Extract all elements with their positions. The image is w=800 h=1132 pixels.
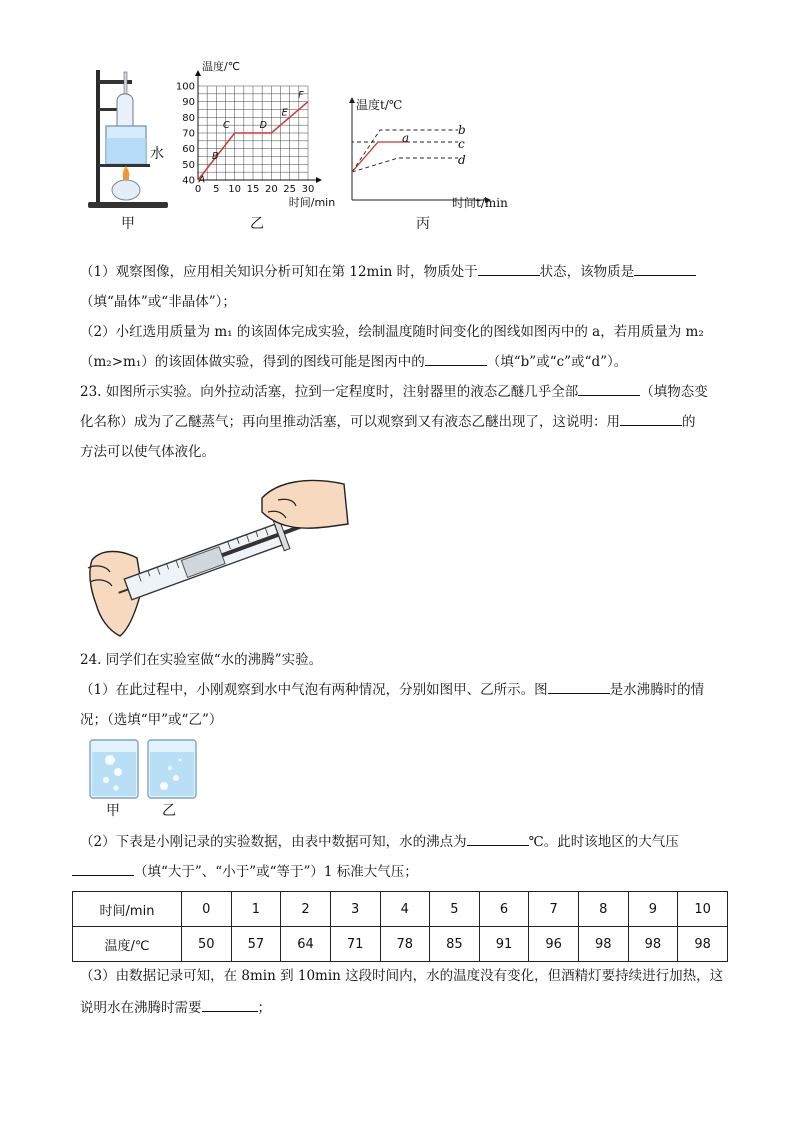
q24-p1-line1: （1）在此过程中，小刚观察到水中气泡有两种情况，分别如图甲、乙所示。图 是水沸腾时的情 bbox=[80, 682, 705, 698]
curve-label-b: b bbox=[458, 123, 466, 137]
blank-substance[interactable] bbox=[634, 275, 696, 276]
point-label: B bbox=[212, 151, 219, 163]
table-cell-head: 温度/℃ bbox=[73, 927, 182, 962]
point-label: A bbox=[198, 174, 206, 186]
y-tick-label: 80 bbox=[182, 112, 195, 124]
caption-jia: 甲 bbox=[121, 216, 135, 232]
q22-p1-line2: （填“晶体”或“非晶体”）； bbox=[80, 294, 236, 310]
caption-yi: 乙 bbox=[250, 216, 264, 232]
table-cell: 3 bbox=[330, 892, 380, 927]
q23-line3: 方法可以使气体液化。 bbox=[80, 444, 215, 460]
beaker-jia-illustration bbox=[86, 738, 142, 800]
curve-label-d: d bbox=[458, 153, 466, 167]
blank-boiling-figure[interactable] bbox=[548, 693, 610, 694]
table-cell: 98 bbox=[678, 927, 728, 962]
y-tick-label: 70 bbox=[182, 128, 195, 140]
blank-boiling-point[interactable] bbox=[467, 845, 529, 846]
table-row bbox=[73, 927, 728, 962]
blank-need[interactable] bbox=[202, 1011, 258, 1012]
y-tick-label: 100 bbox=[176, 81, 195, 93]
blank-state[interactable] bbox=[478, 275, 540, 276]
q24-p1-line2: 况；（选填“甲”或“乙”） bbox=[80, 712, 223, 728]
apparatus-figure-jia bbox=[84, 66, 174, 216]
blank-method[interactable] bbox=[620, 425, 682, 426]
water-label: 水 bbox=[150, 146, 164, 162]
table-cell: 91 bbox=[479, 927, 529, 962]
beaker-yi-caption: 乙 bbox=[162, 803, 176, 819]
x-tick-label: 20 bbox=[264, 184, 278, 195]
x-tick-label: 25 bbox=[283, 184, 297, 195]
q22-p2-line1: （2）小红选用质量为 m₁ 的该固体完成实验，绘制温度随时间变化的图线如图丙中的 a，若用质量为 m₂ bbox=[80, 324, 704, 340]
table-cell: 96 bbox=[529, 927, 579, 962]
beaker-jia-caption: 甲 bbox=[106, 803, 120, 819]
q22-p1-line1: （1）观察图像，应用相关知识分析可知在第 12min 时，物质处于 状态，该物质是 bbox=[80, 262, 696, 282]
x-tick-label: 10 bbox=[228, 184, 242, 195]
table-cell: 7 bbox=[529, 892, 579, 927]
blank-pressure[interactable] bbox=[72, 875, 134, 876]
q24-p2-line2: （填“大于”、“小于”或“等于”）1 标准大气压； bbox=[72, 862, 418, 882]
table-cell: 0 bbox=[182, 892, 232, 927]
q22-p2-line2: （m₂>m₁）的该固体做实验，得到的图线可能是图丙中的 （填“b”或“c”或“d”）。 bbox=[80, 354, 628, 370]
bing-ylabel: 温度t/℃ bbox=[356, 98, 403, 112]
table-cell: 85 bbox=[430, 927, 480, 962]
table-cell: 1 bbox=[231, 892, 281, 927]
table-cell-head: 时间/min bbox=[73, 892, 182, 927]
y-tick-label: 60 bbox=[182, 144, 195, 156]
y-tick-label: 50 bbox=[182, 159, 195, 171]
temperature-time-graph bbox=[176, 58, 346, 216]
caption-bing: 丙 bbox=[416, 216, 430, 232]
x-tick-label: 30 bbox=[301, 184, 315, 195]
table-cell: 64 bbox=[281, 927, 331, 962]
table-row bbox=[73, 892, 728, 927]
y-axis-label: 温度/℃ bbox=[202, 60, 241, 73]
table-cell: 8 bbox=[579, 892, 629, 927]
y-tick-label: 40 bbox=[182, 175, 195, 187]
table-cell: 10 bbox=[678, 892, 728, 927]
y-tick-label: 90 bbox=[182, 97, 195, 109]
q24-p2-line1: （2）下表是小刚记录的实验数据，由表中数据可知，水的沸点为 ℃。此时该地区的大气压 bbox=[80, 834, 679, 850]
table-cell: 78 bbox=[380, 927, 430, 962]
table-cell: 9 bbox=[628, 892, 678, 927]
table-cell: 5 bbox=[430, 892, 480, 927]
table-cell: 2 bbox=[281, 892, 331, 927]
table-cell: 50 bbox=[182, 927, 232, 962]
point-label: E bbox=[281, 107, 288, 119]
x-tick-label: 5 bbox=[213, 184, 220, 195]
table-cell: 98 bbox=[628, 927, 678, 962]
q24-title: 24. 同学们在实验室做“水的沸腾”实验。 bbox=[80, 652, 323, 668]
data-table bbox=[72, 891, 728, 962]
q24-p3-line1: （3）由数据记录可知，在 8min 到 10min 这段时间内，水的温度没有变化，但酒精灯要持续进行加热，这 bbox=[80, 968, 724, 984]
table-cell: 6 bbox=[479, 892, 529, 927]
table-cell: 57 bbox=[231, 927, 281, 962]
table-cell: 71 bbox=[330, 927, 380, 962]
point-label: D bbox=[259, 119, 267, 131]
blank-curve[interactable] bbox=[425, 365, 487, 366]
y-axis-arrow bbox=[195, 70, 201, 76]
point-label: C bbox=[223, 119, 230, 131]
syringe-illustration bbox=[82, 468, 352, 644]
q23-line1: 23. 如图所示实验。向外拉动活塞，拉到一定程度时，注射器里的液态乙醚几乎全部 （填物态变 bbox=[80, 384, 708, 400]
table-cell: 98 bbox=[579, 927, 629, 962]
q24-p3-line2: 说明水在沸腾时需要 ； bbox=[80, 1000, 271, 1016]
bing-xlabel: 时间t/min bbox=[452, 196, 508, 210]
curve-label-a: a bbox=[402, 131, 410, 145]
q23-line2: 化名称）成为了乙醚蒸气；再向里推动活塞，可以观察到又有液态乙醚出现了，这说明：用 的 bbox=[80, 414, 696, 430]
blank-phase-change[interactable] bbox=[578, 395, 640, 396]
curve-label-c: c bbox=[458, 137, 465, 151]
x-tick-label: 15 bbox=[246, 184, 260, 195]
x-tick-label: 0 bbox=[194, 184, 202, 195]
x-axis-label: 时间/min bbox=[288, 196, 336, 209]
x-axis-arrow bbox=[316, 177, 322, 183]
beaker-yi-illustration bbox=[144, 738, 200, 800]
table-cell: 4 bbox=[380, 892, 430, 927]
point-label: F bbox=[298, 90, 304, 102]
